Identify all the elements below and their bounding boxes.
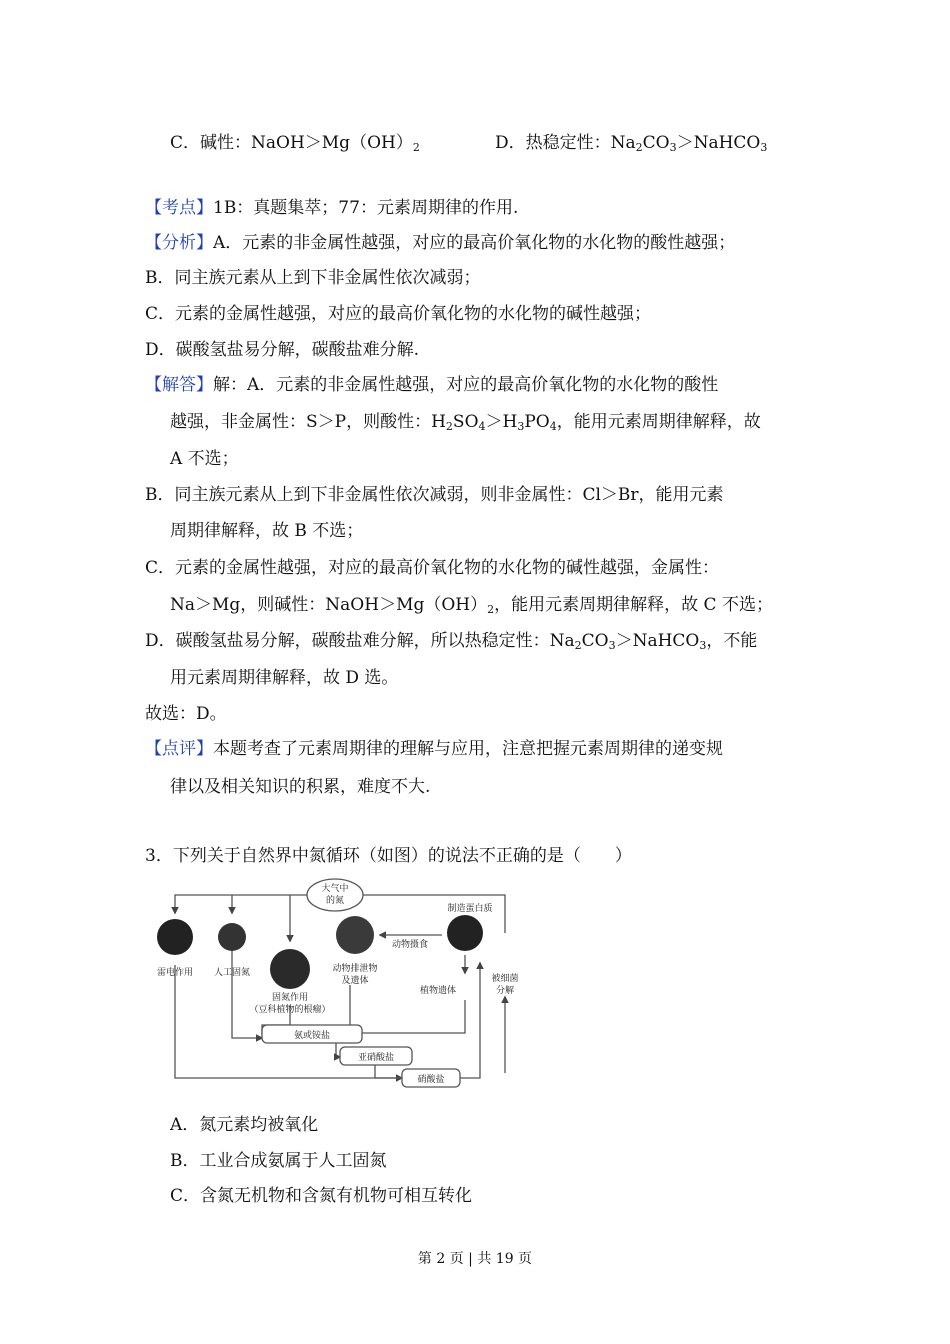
jieda-c-1: C．元素的金属性越强，对应的最高价氧化物的水化物的碱性越强，金属性： (145, 558, 720, 578)
option-a: A．氮元素均被氧化 (170, 1115, 319, 1135)
fenxi-line: 【分析】A．元素的非金属性越强，对应的最高价氧化物的水化物的酸性越强； (145, 233, 736, 253)
fenxi-b: B．同主族元素从上到下非金属性依次减弱； (145, 268, 481, 288)
option-c: C．含氮无机物和含氮有机物可相互转化 (170, 1186, 473, 1206)
protein-photo (447, 915, 483, 951)
fenxi-c: C．元素的金属性越强，对应的最高价氧化物的水化物的碱性越强； (145, 304, 652, 324)
jieda-b-2: 周期律解释，故 B 不选； (170, 521, 364, 541)
fixation-photo (270, 949, 310, 989)
artificial-photo (218, 923, 246, 951)
fenxi-d: D．碳酸氢盐易分解，碳酸盐难分解. (145, 340, 420, 360)
jieda-d-1: D．碳酸氢盐易分解，碳酸盐难分解，所以热稳定性：$Na_2CO_3>NaHCO_3$，不能 (145, 631, 758, 652)
fixation-label-2: （豆科植物的根瘤） (249, 1005, 331, 1015)
jieda-tag: 【解答】 (145, 375, 213, 395)
nitrogen-cycle-diagram (140, 875, 520, 1090)
dianping-tag: 【点评】 (145, 739, 213, 759)
dianping-2: 律以及相关知识的积累，难度不大. (170, 777, 431, 797)
option-c-basicity: C．碱性：$NaOH>Mg(OH)_2$ (170, 133, 420, 154)
protein-label: 制造蛋白质 (447, 904, 493, 914)
jieda-a-3: A 不选； (170, 449, 239, 469)
fenxi-tag: 【分析】 (145, 233, 213, 253)
ammonia-label: 氨或铵盐 (293, 1031, 331, 1041)
animal-excretion-label-2: 及遗体 (341, 976, 369, 986)
nitrite-label: 亚硝酸盐 (357, 1053, 395, 1063)
atmosphere-label-1: 大气中 (321, 884, 349, 894)
bacteria-label-2: 分解 (495, 986, 515, 996)
bacteria-label-1: 被细菌 (491, 974, 519, 984)
jieda-b-1: B．同主族元素从上到下非金属性依次减弱，则非金属性：Cl＞Br，能用元素 (145, 485, 724, 505)
plant-remains-label: 植物遗体 (419, 986, 457, 996)
kaodian-tag: 【考点】 (145, 198, 213, 218)
jieda-d-2: 用元素周期律解释，故 D 选。 (170, 668, 399, 688)
atmosphere-label-2: 的氮 (325, 896, 345, 906)
jieda-line: 【解答】解：A．元素的非金属性越强，对应的最高价氧化物的水化物的酸性 (145, 375, 719, 395)
nitrate-label: 硝酸盐 (417, 1075, 445, 1085)
animal-photo (336, 916, 374, 954)
answer: 故选：D。 (145, 704, 227, 724)
jieda-a-2: 越强，非金属性：S＞P，则酸性：$H_2SO_4>H_3PO_4$，能用元素周期律解释，故 (170, 412, 761, 433)
animal-feeding-label: 动物摄食 (391, 940, 429, 950)
dianping-line: 【点评】本题考查了元素周期律的理解与应用，注意把握元素周期律的递变规 (145, 739, 723, 759)
page-footer: 第 2 页 | 共 19 页 (417, 1251, 533, 1267)
artificial-label: 人工固氮 (213, 968, 251, 978)
option-d-thermal-stability: D．热稳定性：$Na_2CO_3>NaHCO_3$ (495, 133, 768, 154)
animal-excretion-label-1: 动物排泄物 (332, 964, 378, 974)
option-b: B．工业合成氨属于人工固氮 (170, 1151, 387, 1171)
lightning-label: 雷电作用 (156, 968, 194, 978)
kaodian-line: 【考点】1B：真题集萃；77：元素周期律的作用. (145, 198, 519, 218)
lightning-photo (157, 919, 193, 955)
question-3-stem: 3．下列关于自然界中氮循环（如图）的说法不正确的是（ ） (145, 846, 632, 866)
fixation-label-1: 固氮作用 (271, 993, 309, 1003)
jieda-c-2: Na＞Mg，则碱性：$NaOH>Mg(OH)_2$，能用元素周期律解释，故 C 不选； (170, 595, 773, 616)
